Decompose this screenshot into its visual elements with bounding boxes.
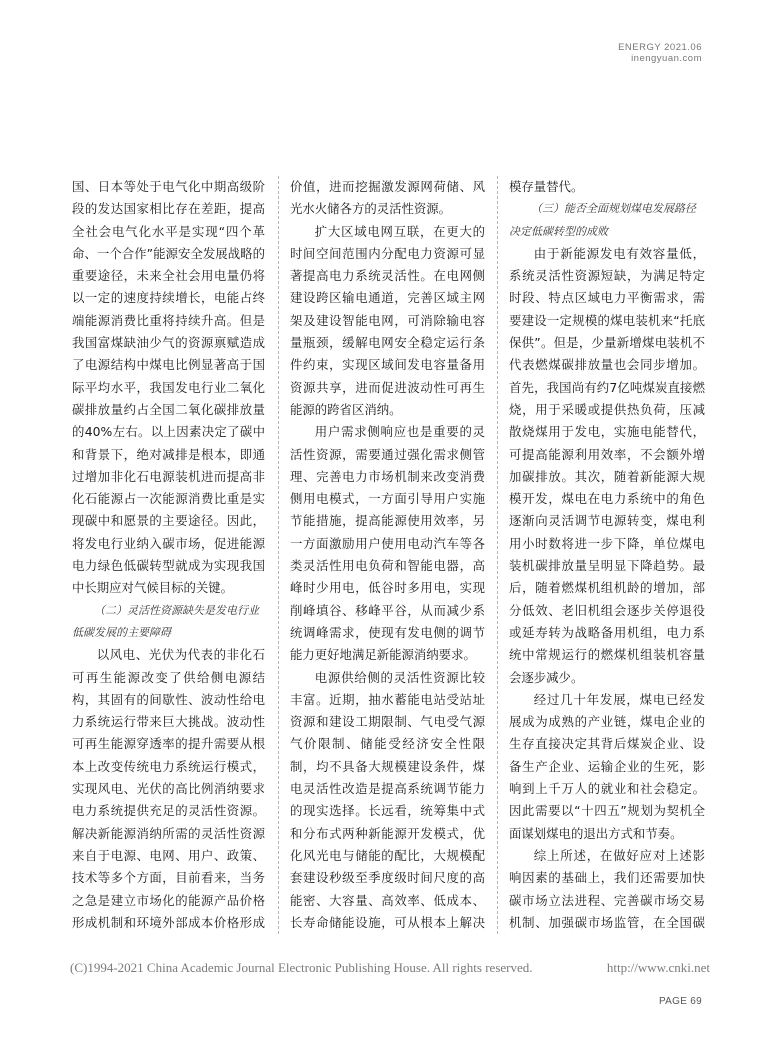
paragraph xyxy=(509,845,705,936)
issue-label: ENERGY 2021.06 xyxy=(618,42,702,53)
paragraph: 用户需求侧响应也是重要的灵活性资源，需要通过强化需求侧管理、完善电力市场机制来改变消费侧用电模式，一方面引导用户实施节能措施，提高能源使用效率，另一方面激励用户使用电动汽车等各类灵活性用电负荷和智能电器，高峰时少用电，低谷时多用电，实现削峰填谷、移峰平谷，从而减少系统调峰需求，使现有发电侧的调节能力更好地满足新能源消纳要求。 xyxy=(290,424,485,663)
column-right xyxy=(509,176,705,936)
site-label: inengyuan.com xyxy=(631,53,702,64)
cnki-url: http://www.cnki.net xyxy=(606,960,710,975)
page-number: PAGE 69 xyxy=(658,996,702,1007)
section-heading: （三）能否全面规划煤电发展路径决定低碳转型的成败 xyxy=(509,202,696,238)
paragraph: 国、日本等处于电气化中期高级阶段的发达国家相比存在差距，提高全社会电气化水平是实现“四个革命、一个合作”能源安全发展战略的重要途径，未来全社会用电量仍将以一定的速度持续增长，电能占终端能源消费比重将持续升高。但是我国富煤缺油少气的资源禀赋造成了电源结构中煤电比例显著高于国际平均水平，我国发电行业二氧化碳排放量约占全国二氧化碳排放量的40%左右。以上因素决定了碳中和背景下，绝对减排是根本，即通过增加非化石电源装机进而提高非化石能源占一次能源消费比重是实现碳中和愿景的主要途径。因此，将发电行业纳入碳市场，促进能源电力绿色低碳转型就成为实现我国中长期应对气候目标的关键。 xyxy=(72,179,265,596)
masthead xyxy=(618,42,702,64)
column-left xyxy=(72,176,265,936)
paragraph: 扩大区域电网互联，在更大的时间空间范围内分配电力资源可显著提高电力系统灵活性。在电网侧建设跨区输电通道，完善区域主网架及建设智能电网，可消除输电容量瓶颈，缓解电网安全稳定运行条件约束，实现区域间发电容量备用资源共享，进而促进波动性可再生能源的跨省区消纳。 xyxy=(290,223,485,417)
paragraph-text: 综上所述，在做好应对上述影响因素的基础上，我们还需要加快碳市场立法进程、完善碳市场交易机制、加强碳市场监管，在全国碳 xyxy=(509,847,705,930)
section-heading: （二）灵活性资源缺失是发电行业低碳发展的主要障碍 xyxy=(72,603,259,639)
copyright-text: (C)1994-2021 China Academic Journal Electronic Publishing House. All rights reserved. xyxy=(70,960,533,975)
copyright-line xyxy=(70,960,710,976)
paragraph: 电源供给侧的灵活性资源比较丰富。近期，抽水蓄能电站受站址资源和建设工期限制、气电受气源气价限制、储能受经济安全性限制，均不具备大规模建设条件，煤电灵活性改造是提高系统调节能力的现实选择。长远看，统筹集中式和分布式两种新能源开发模式，优化风光电与储能的配比，大规模配套建设秒级至季度级时间尺度的高能密、大容量、高效率、低成本、长寿命储能设施，可从根本上解决 xyxy=(290,669,485,930)
column-middle xyxy=(290,176,485,936)
paragraph: 价值，进而挖掘激发源网荷储、风光水火储各方的灵活性资源。 xyxy=(290,179,485,217)
paragraph: 以风电、光伏为代表的非化石可再生能源改变了供给侧电源结构，其固有的间歇性、波动性给电力系统运行带来巨大挑战。波动性可再生能源穿透率的提升需要从根本上改变传统电力系统运行模式，实现风电、光伏的高比例消纳要求电力系统提供充足的灵活性资源。解决新能源消纳所需的灵活性资源来自于电源、电网、用户、政策、技术等多个方面，目前看来，当务之急是建立市场化的能源产品价格形成机制和环境外部成本价格形成 xyxy=(72,647,265,930)
paragraph: 由于新能源发电有效容量低，系统灵活性资源短缺，为满足特定时段、特点区域电力平衡需求，需要建设一定规模的煤电装机来“托底保供”。但是，少量新增煤电装机不代表燃煤碳排放量也会同步增加。首先，我国尚有约7亿吨煤炭直接燃烧，用于采暖或提供热负荷，压减散烧煤用于发电，实施电能替代，可提高能源利用效率，不会额外增加碳排放。其次，随着新能源大规模开发，煤电在电力系统中的角色逐渐向灵活调节电源转变，煤电利用小时数将进一步下降，单位煤电装机碳排放量呈明显下降趋势。最后，随着燃煤机组机龄的增加，部分低效、老旧机组会逐步关停退役或延寿转为战略备用机组，电力系统中常规运行的燃煤机组装机容量会逐步减少。 xyxy=(509,245,705,685)
column-divider xyxy=(497,176,498,934)
paragraph: 模存量替代。 xyxy=(509,179,584,194)
paragraph: 经过几十年发展，煤电已经发展成为成熟的产业链，煤电企业的生存直接决定其背后煤炭企业、设备生产企业、运输企业的生死，影响到上千万人的就业和社会稳定。因此需要以“十四五”规划为契机全面谋划煤电的退出方式和节奏。 xyxy=(509,691,705,841)
column-divider xyxy=(278,176,279,934)
